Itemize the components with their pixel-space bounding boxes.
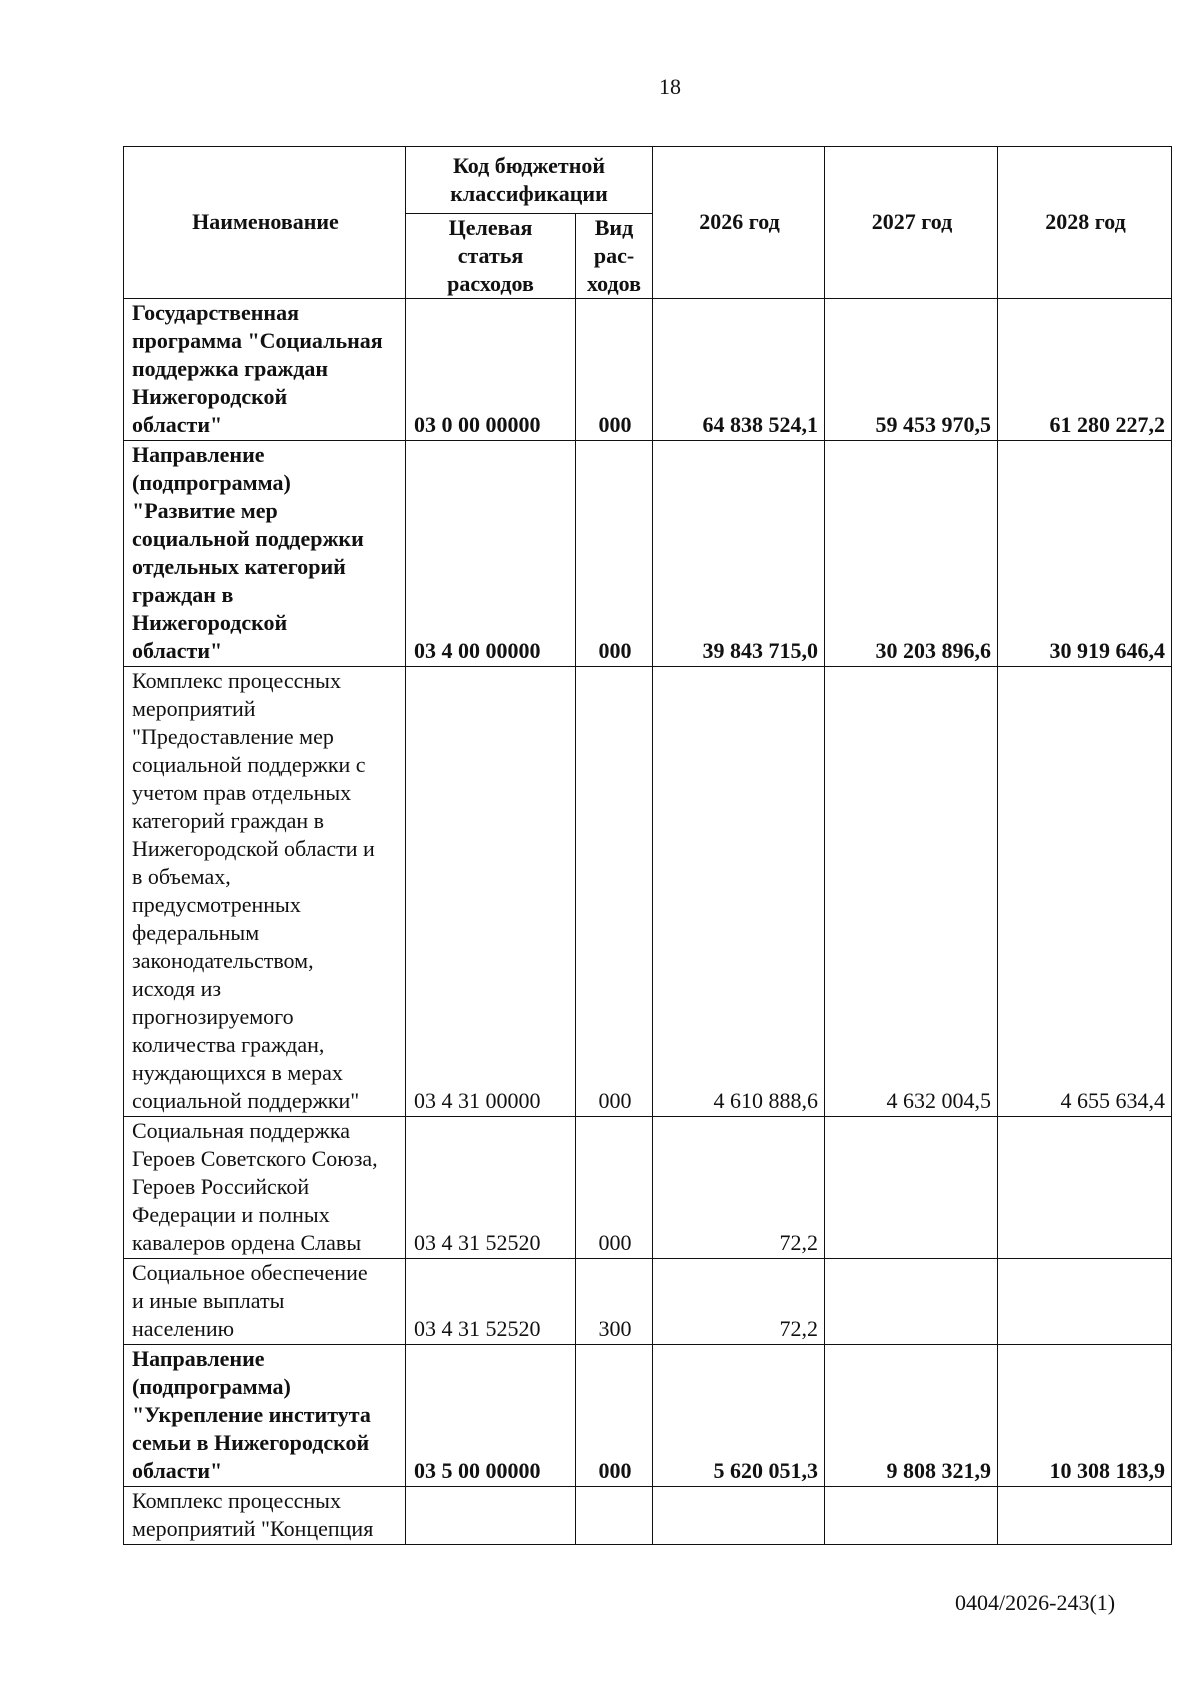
row-name-line: и иные выплаты: [132, 1288, 285, 1313]
row-value-2028: 4 655 634,4: [998, 667, 1172, 1117]
table-row: [124, 667, 1172, 1117]
row-name-line: количества граждан,: [132, 1032, 325, 1057]
row-name-line: Социальное обеспечение: [132, 1260, 368, 1285]
row-name-line: Государственная: [132, 300, 299, 325]
row-name-line: в объемах,: [132, 864, 231, 889]
row-value-2028: 61 280 227,2: [998, 299, 1172, 441]
row-name-line: "Укрепление института: [132, 1402, 371, 1427]
row-expense-type: 000: [576, 299, 653, 441]
row-name: [124, 441, 406, 667]
row-name-line: области": [132, 638, 223, 663]
row-name-line: поддержка граждан: [132, 356, 329, 381]
row-name-line: федеральным: [132, 920, 260, 945]
row-value-2027: 30 203 896,6: [825, 441, 998, 667]
row-name-line: области": [132, 412, 223, 437]
row-value-2028: [998, 1117, 1172, 1259]
row-name-line: отдельных категорий: [132, 554, 346, 579]
row-value-2026: 4 610 888,6: [653, 667, 825, 1117]
row-name-line: Направление: [132, 1346, 265, 1371]
header-expense-type: Вид рас- ходов: [576, 214, 653, 299]
row-value-2027: [825, 1259, 998, 1345]
row-name: [124, 1259, 406, 1345]
row-name-line: семьи в Нижегородской: [132, 1430, 370, 1455]
row-name-line: области": [132, 1458, 223, 1483]
row-name-line: Героев Российской: [132, 1174, 310, 1199]
row-name-line: учетом прав отдельных: [132, 780, 352, 805]
row-name-line: Федерации и полных: [132, 1202, 330, 1227]
row-target-article: [406, 1487, 576, 1545]
row-name-line: предусмотренных: [132, 892, 301, 917]
row-expense-type: 000: [576, 441, 653, 667]
row-target-article: 03 4 31 52520: [406, 1259, 576, 1345]
row-name-line: прогнозируемого: [132, 1004, 294, 1029]
row-name-line: законодательством,: [132, 948, 314, 973]
row-target-article: 03 4 00 00000: [406, 441, 576, 667]
row-name-line: Нижегородской: [132, 384, 288, 409]
row-expense-type: 000: [576, 667, 653, 1117]
table-body: [124, 299, 1172, 1545]
table-row: [124, 1259, 1172, 1345]
row-name-line: "Развитие мер: [132, 498, 278, 523]
row-value-2026: [653, 1487, 825, 1545]
row-value-2026: 72,2: [653, 1117, 825, 1259]
row-expense-type: 000: [576, 1345, 653, 1487]
table-row: [124, 441, 1172, 667]
row-expense-type: [576, 1487, 653, 1545]
row-name-line: Нижегородской: [132, 610, 288, 635]
header-name: Наименование: [124, 147, 406, 299]
row-target-article: 03 4 31 52520: [406, 1117, 576, 1259]
row-target-article: 03 5 00 00000: [406, 1345, 576, 1487]
row-name-line: мероприятий "Концепция: [132, 1516, 374, 1541]
row-target-article: 03 0 00 00000: [406, 299, 576, 441]
table-row: [124, 299, 1172, 441]
row-name-line: Комплекс процессных: [132, 668, 341, 693]
header-target-article: Целевая статья расходов: [406, 214, 576, 299]
row-value-2028: [998, 1487, 1172, 1545]
header-2027: 2027 год: [825, 147, 998, 299]
header-classification: Код бюджетной классификации: [406, 147, 653, 214]
row-name-line: социальной поддержки": [132, 1088, 360, 1113]
row-expense-type: 300: [576, 1259, 653, 1345]
row-value-2027: [825, 1117, 998, 1259]
header-2026: 2026 год: [653, 147, 825, 299]
row-value-2028: [998, 1259, 1172, 1345]
row-name: [124, 1345, 406, 1487]
row-target-article: 03 4 31 00000: [406, 667, 576, 1117]
row-name-line: нуждающихся в мерах: [132, 1060, 343, 1085]
row-value-2028: 10 308 183,9: [998, 1345, 1172, 1487]
row-value-2028: 30 919 646,4: [998, 441, 1172, 667]
row-name-line: Комплекс процессных: [132, 1488, 341, 1513]
row-name-line: Социальная поддержка: [132, 1118, 350, 1143]
table-row: [124, 1487, 1172, 1545]
header-2028: 2028 год: [998, 147, 1172, 299]
row-name-line: Героев Советского Союза,: [132, 1146, 378, 1171]
budget-table: [123, 146, 1172, 1545]
row-name-line: (подпрограмма): [132, 1374, 291, 1399]
row-value-2027: 59 453 970,5: [825, 299, 998, 441]
row-value-2026: 64 838 524,1: [653, 299, 825, 441]
row-value-2027: [825, 1487, 998, 1545]
row-value-2026: 5 620 051,3: [653, 1345, 825, 1487]
row-name-line: "Предоставление мер: [132, 724, 334, 749]
row-value-2027: 9 808 321,9: [825, 1345, 998, 1487]
row-name-line: (подпрограмма): [132, 470, 291, 495]
row-name-line: социальной поддержки: [132, 526, 364, 551]
row-name-line: кавалеров ордена Славы: [132, 1230, 362, 1255]
row-name-line: населению: [132, 1316, 235, 1341]
row-name-line: Направление: [132, 442, 265, 467]
table-row: [124, 1345, 1172, 1487]
row-name-line: программа "Социальная: [132, 328, 383, 353]
row-name: [124, 1117, 406, 1259]
page-number: 18: [659, 74, 681, 99]
row-name-line: мероприятий: [132, 696, 256, 721]
row-value-2027: 4 632 004,5: [825, 667, 998, 1117]
row-expense-type: 000: [576, 1117, 653, 1259]
table-row: [124, 1117, 1172, 1259]
row-name: [124, 667, 406, 1117]
row-value-2026: 72,2: [653, 1259, 825, 1345]
row-name-line: граждан в: [132, 582, 234, 607]
row-name-line: Нижегородской области и: [132, 836, 375, 861]
row-name-line: исходя из: [132, 976, 222, 1001]
row-name: [124, 1487, 406, 1545]
row-name-line: категорий граждан в: [132, 808, 325, 833]
row-value-2026: 39 843 715,0: [653, 441, 825, 667]
document-code: 0404/2026-243(1): [955, 1590, 1116, 1615]
row-name: [124, 299, 406, 441]
row-name-line: социальной поддержки с: [132, 752, 366, 777]
